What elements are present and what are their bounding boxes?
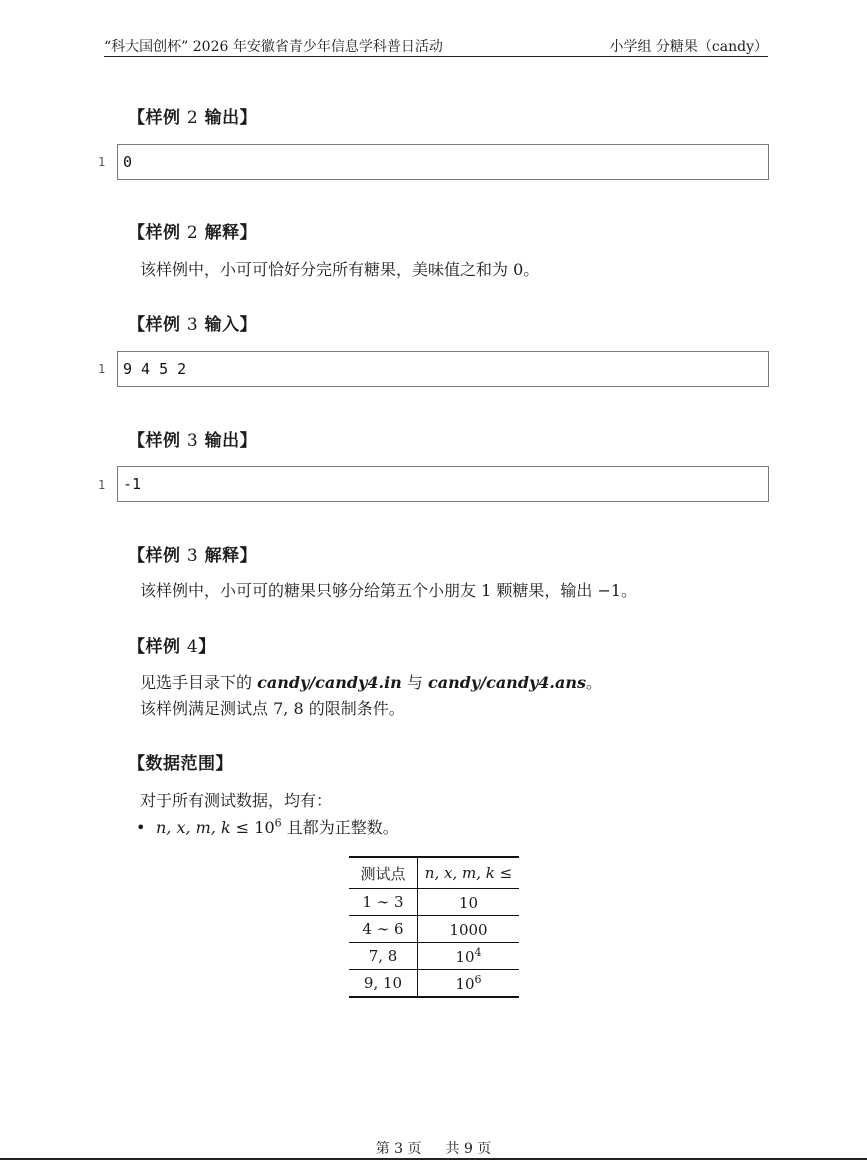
cell-limit: [418, 943, 520, 970]
table-row: [349, 889, 519, 916]
data-range-intro: 对于所有测试数据，均有：: [140, 791, 333, 810]
table-row: [349, 970, 519, 998]
sample3-input-heading: [128, 310, 257, 335]
code-text: 9 4 5 2: [123, 360, 187, 378]
sample3-output-heading: [128, 426, 257, 451]
limit-base: 1000: [449, 921, 488, 939]
cell-limit: [418, 916, 520, 943]
heading-label: 样例: [145, 546, 181, 566]
heading-number: 2: [186, 108, 199, 128]
cell-test-point: 1 ∼ 3: [349, 889, 418, 916]
sample4-line2: 该样例满足测试点 7, 8 的限制条件。: [140, 699, 405, 718]
sample2-explain-heading: [128, 218, 257, 243]
header-limit: n, x, m, k ≤: [418, 857, 520, 889]
code-text: -1: [123, 475, 142, 493]
sample3-explain-heading: [128, 541, 257, 566]
page-total: 共 9 页: [445, 1141, 492, 1157]
sample3-explain-text: 该样例中，小可可的糖果只够分给第五个小朋友 1 颗糖果，输出 −1。: [140, 581, 638, 600]
heading-title: 数据范围: [145, 754, 216, 774]
sample2-explain-text: 该样例中，小可可恰好分完所有糖果，美味值之和为 0。: [140, 260, 540, 279]
bullet: •: [136, 818, 146, 837]
heading-title: 解释: [204, 223, 240, 243]
constraint-exp: 6: [274, 816, 282, 830]
constraint-vars: n, x, m, k: [156, 818, 231, 837]
bracket-close: 】: [215, 754, 233, 774]
page-number: 第 3 页: [375, 1141, 422, 1157]
file-path-in: candy/candy4.in: [257, 673, 402, 692]
bracket-close: 】: [239, 108, 258, 128]
heading-number: 3: [186, 546, 199, 566]
bracket-close: 】: [239, 546, 258, 566]
sample4-heading: [128, 632, 216, 657]
data-range-table: [349, 856, 519, 998]
line-number: 1: [98, 362, 106, 376]
constraint-tail: 且都为正整数。: [281, 818, 399, 837]
heading-title: 解释: [204, 546, 240, 566]
limit-exp: 4: [474, 946, 482, 959]
line-number: 1: [98, 478, 106, 492]
sample2-output-heading: [128, 103, 257, 128]
cell-test-point: 9, 10: [349, 970, 418, 998]
bracket-open: 【: [128, 315, 146, 335]
limit-base: 10: [458, 894, 479, 912]
cell-test-point: 7, 8: [349, 943, 418, 970]
bracket-close: 】: [239, 223, 258, 243]
line-number: 1: [98, 155, 106, 169]
heading-number: 2: [186, 223, 199, 243]
constraint-op: ≤ 10: [230, 818, 275, 837]
header-contest-title: “科大国创杯” 2026 年安徽省青少年信息学科普日活动: [104, 39, 443, 55]
heading-title: 输入: [204, 315, 240, 335]
heading-number: 4: [186, 637, 199, 657]
page-footer: [0, 1138, 867, 1158]
heading-label: 样例: [145, 637, 181, 657]
text: 见选手目录下的: [140, 673, 258, 692]
bracket-open: 【: [128, 637, 146, 657]
text: 与: [401, 673, 428, 692]
bracket-close: 】: [239, 431, 258, 451]
heading-label: 样例: [145, 315, 181, 335]
heading-title: 输出: [204, 431, 240, 451]
sample4-line1: [140, 670, 602, 693]
heading-label: 样例: [145, 223, 181, 243]
bracket-open: 【: [128, 223, 146, 243]
table-header-row: [349, 857, 519, 889]
bottom-divider: [0, 1158, 867, 1160]
file-path-ans: candy/candy4.ans: [428, 673, 587, 692]
bracket-open: 【: [128, 431, 146, 451]
limit-exp: 6: [474, 973, 482, 986]
header-test-point: 测试点: [349, 857, 418, 889]
sample2-output-code-block: [117, 144, 769, 180]
heading-number: 3: [186, 431, 199, 451]
heading-label: 样例: [145, 431, 181, 451]
table-row: [349, 916, 519, 943]
limit-base: 10: [455, 975, 475, 993]
bracket-close: 】: [198, 637, 216, 657]
header-problem-title: 小学组 分糖果（candy）: [609, 39, 768, 55]
sample3-output-code-block: [117, 466, 769, 502]
cell-limit: [418, 970, 520, 998]
cell-test-point: 4 ∼ 6: [349, 916, 418, 943]
bracket-open: 【: [128, 754, 146, 774]
data-range-heading: [128, 749, 233, 774]
page-header: [104, 36, 768, 57]
bracket-open: 【: [128, 108, 146, 128]
code-text: 0: [123, 153, 133, 171]
heading-label: 样例: [145, 108, 181, 128]
bracket-open: 【: [128, 546, 146, 566]
limit-base: 10: [455, 948, 475, 966]
heading-number: 3: [186, 315, 199, 335]
table-row: [349, 943, 519, 970]
sample3-input-code-block: [117, 351, 769, 387]
cell-limit: [418, 889, 520, 916]
bracket-close: 】: [239, 315, 258, 335]
text: 。: [586, 673, 603, 692]
constraint-item: [136, 815, 399, 838]
heading-title: 输出: [204, 108, 240, 128]
